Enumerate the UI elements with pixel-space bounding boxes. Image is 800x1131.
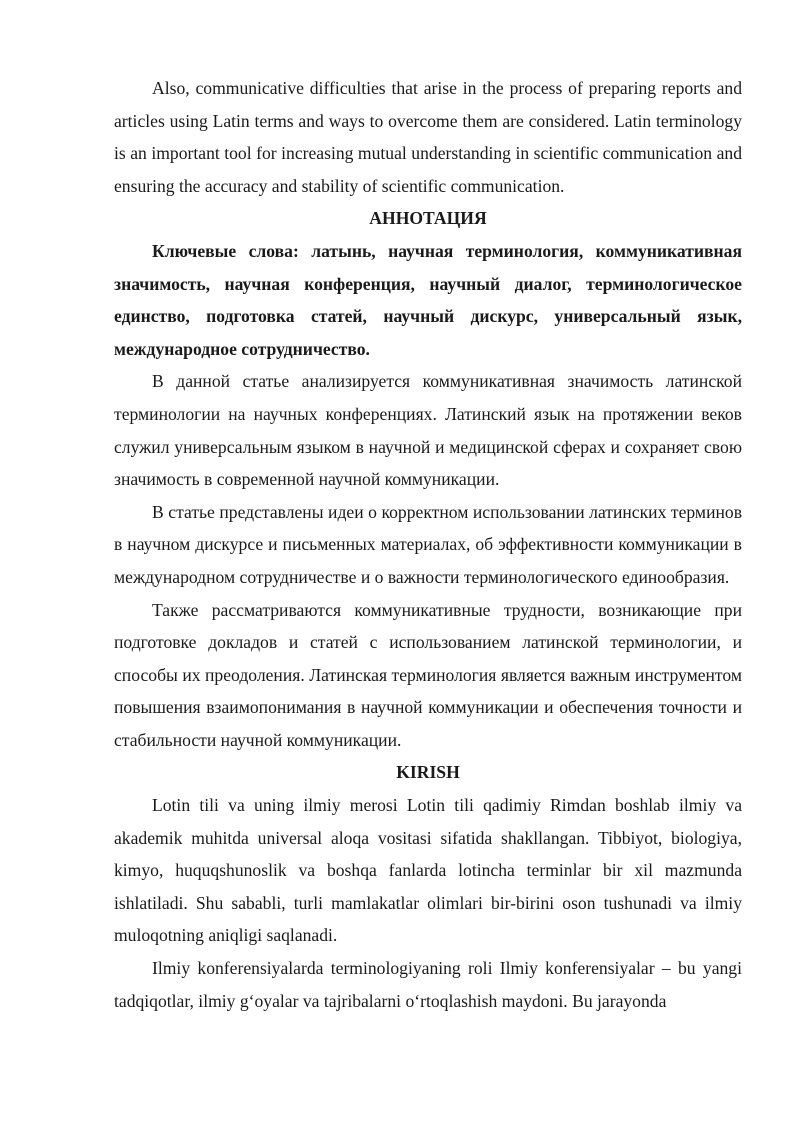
annotation-paragraph-2: В статье представлены идеи о корректном использовании латинских терминов в научном дискурсе и письменных материалах, об эффективности коммуникации в международном сотрудничестве и о важности терминологического единообразия.	[114, 501, 742, 587]
annotation-heading: АННОТАЦИЯ	[369, 208, 487, 229]
document-page	[114, 72, 742, 1017]
intro-paragraph-english: Also, communicative difficulties that arise in the process of preparing reports and articles using Latin terms and ways to overcome them are considered. Latin terminology is an important tool for increasing mutual understanding in scientific communication and ensuring the accuracy and stability of scientific communication.	[114, 78, 742, 196]
keywords-paragraph: Ключевые слова: латынь, научная терминология, коммуникативная значимость, научная конференция, научный диалог, терминологическое единство, подготовка статей, научный дискурс, универсальный язык, международное сотрудничество.	[114, 240, 742, 359]
introduction-heading: KIRISH	[396, 762, 460, 783]
introduction-paragraph-1: Lotin tili va uning ilmiy merosi Lotin tili qadimiy Rimdan boshlab ilmiy va akademik muhitda universal aloqa vositasi sifatida shakllangan. Tibbiyot, biologiya, kimyo, huquqshunoslik va boshqa fanlarda lotincha terminlar bir xil mazmunda ishlatiladi. Shu sababli, turli mamlakatlar olimlari bir-birini oson tushunadi va ilmiy muloqotning aniqligi saqlanadi.	[114, 795, 742, 946]
annotation-paragraph-3: Также рассматриваются коммуникативные трудности, возникающие при подготовке докладов и статей с использованием латинской терминологии, и способы их преодоления. Латинская терминология является важным инструментом повышения взаимопонимания в научной коммуникации и обеспечения точности и стабильности научной коммуникации.	[114, 599, 742, 750]
annotation-paragraph-1: В данной статье анализируется коммуникативная значимость латинской терминологии на научных конференциях. Латинский язык на протяжении веков служил универсальным языком в научной и медицинской сферах и сохраняет свою значимость в современной научной коммуникации.	[114, 371, 742, 490]
introduction-paragraph-2: Ilmiy konferensiyalarda terminologiyaning roli Ilmiy konferensiyalar – bu yangi tadqiqotlar, ilmiy g‘oyalar va tajribalarni o‘rtoqlashish maydoni. Bu jarayonda	[114, 958, 742, 1011]
